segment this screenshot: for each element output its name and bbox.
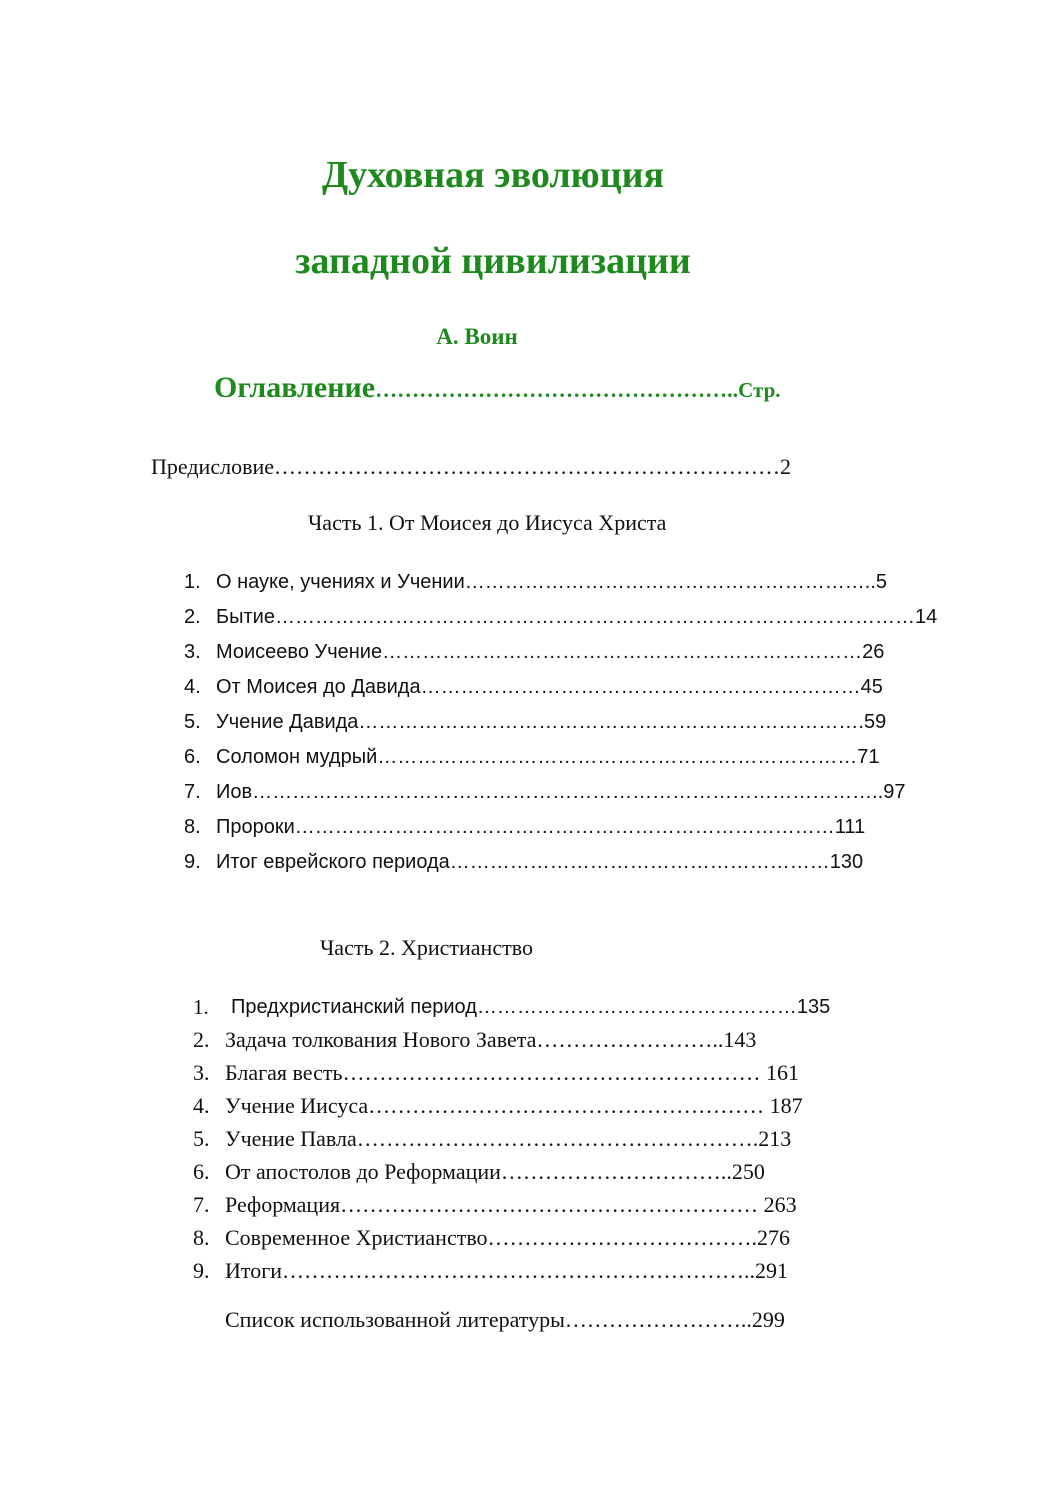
- book-title-line-1: Духовная эволюция: [321, 154, 665, 196]
- toc-item-number: 7.: [184, 781, 201, 803]
- toc-page-label: Стр.: [738, 378, 781, 402]
- toc-item-label: Учение Давида………………………………………………………………….59: [216, 711, 887, 733]
- toc-heading: [214, 368, 781, 410]
- toc-item-label: Соломон мудрый………………………………………………………………71: [216, 746, 880, 768]
- toc-item-number: 3.: [184, 641, 201, 663]
- toc-item-number: 8.: [193, 1225, 210, 1250]
- toc-item-label: Бытие……………………………………………………………………………………14: [216, 606, 938, 628]
- toc-item-number: 2.: [184, 606, 201, 628]
- toc-item-label: От Моисея до Давида…………………………………………………………45: [216, 676, 883, 698]
- toc-literature: Список использованной литературы……………………..299: [225, 1307, 785, 1332]
- toc-item-number: 9.: [193, 1258, 210, 1283]
- toc-item-number: 5.: [193, 1126, 210, 1151]
- toc-item-label: Пророки………………………………………………………………………111: [216, 816, 866, 838]
- toc-item-label: Итог еврейского периода…………………………………………………130: [216, 851, 864, 873]
- toc-item-label: Современное Христианство……………………………….276: [225, 1225, 791, 1250]
- toc-item-label: Учение Иисуса……………………………………………… 187: [225, 1093, 803, 1118]
- toc-heading-label: Оглавление: [214, 371, 376, 404]
- toc-item-label: О науке, учениях и Учении……………………………………………………..5: [216, 571, 888, 593]
- toc-item-number: 6.: [184, 746, 201, 768]
- toc-item-number: 7.: [193, 1192, 210, 1217]
- toc-item-label: Предхристианский период…………………………………………135: [231, 996, 831, 1018]
- toc-item-label: Итоги………………………………………………………..291: [225, 1258, 789, 1283]
- toc-item-label: От апостолов до Реформации…………………………..250: [225, 1159, 765, 1184]
- toc-item-number: 1.: [193, 995, 209, 1019]
- book-title-line-2: западной цивилизации: [295, 240, 691, 282]
- toc-item-number: 4.: [184, 676, 201, 698]
- toc-item-number: 3.: [193, 1060, 210, 1085]
- toc-item-label: Реформация………………………………………………… 263: [225, 1192, 797, 1217]
- toc-item-label: Задача толкования Нового Завета……………………..143: [225, 1027, 757, 1052]
- toc-item-label: Иов…………………………………………………………………………………..97: [216, 781, 906, 803]
- toc-item-number: 1.: [184, 571, 201, 593]
- toc-item-number: 6.: [193, 1159, 210, 1184]
- author-name: А. Воин: [436, 324, 518, 349]
- toc-item-number: 8.: [184, 816, 201, 838]
- toc-item-label: Благая весть………………………………………………… 161: [225, 1060, 799, 1085]
- toc-item-number: 5.: [184, 711, 201, 733]
- part-2-title: Часть 2. Христианство: [320, 935, 533, 960]
- part-1-title: Часть 1. От Моисея до Иисуса Христа: [308, 510, 667, 535]
- toc-item-number: 2.: [193, 1027, 210, 1052]
- toc-preface: Предисловие……………………………………………………………2: [151, 454, 791, 479]
- toc-item-label: Учение Павла……………………………………………….213: [225, 1126, 792, 1151]
- toc-item-label: Моисеево Учение………………………………………………………………26: [216, 641, 885, 663]
- toc-heading-dots: …………………………………………..: [375, 377, 739, 402]
- toc-item-number: 4.: [193, 1093, 210, 1118]
- toc-item-number: 9.: [184, 851, 201, 873]
